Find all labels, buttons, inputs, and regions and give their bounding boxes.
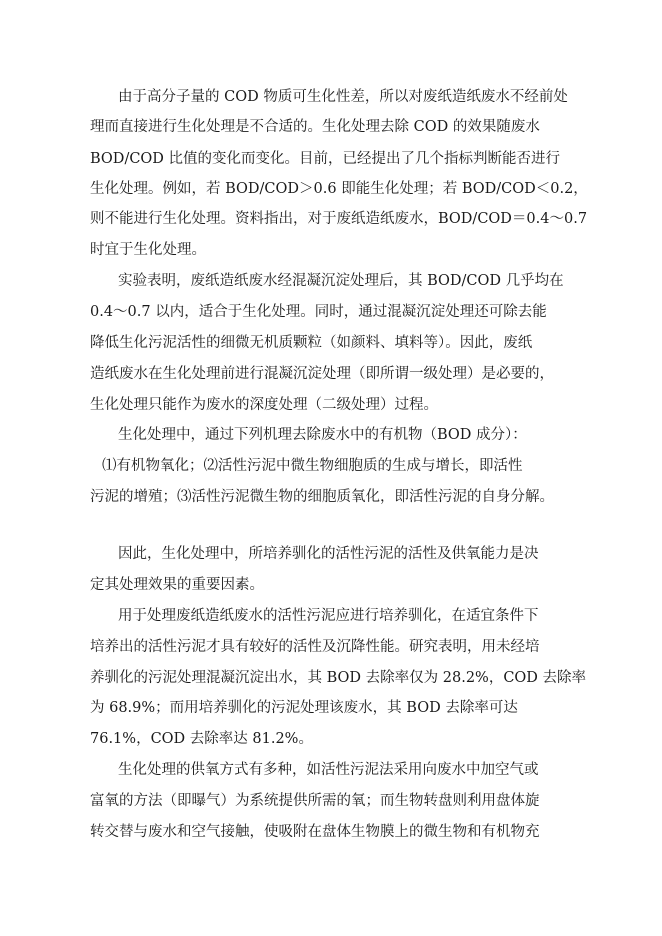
paragraph-5-line-5: 76.1%，COD 去除率达 81.2%。 bbox=[90, 731, 313, 747]
paragraph-5-line-2: 培养出的活性污泥才具有较好的活性及沉降性能。研究表明，用未经培 bbox=[90, 639, 540, 655]
paragraph-3-line-1: 生化处理中，通过下列机理去除废水中的有机物（BOD 成分）： bbox=[118, 427, 527, 443]
paragraph-2-line-1: 实验表明，废纸造纸废水经混凝沉淀处理后，其 BOD/COD 几乎均在 bbox=[118, 273, 564, 289]
paragraph-2-line-4: 造纸废水在生化处理前进行混凝沉淀处理（即所谓一级处理）是必要的， bbox=[90, 366, 554, 382]
paragraph-1-line-6: 时宜于生化处理。 bbox=[90, 242, 206, 258]
paragraph-4-line-1: 因此，生化处理中，所培养驯化的活性污泥的活性及供氧能力是决 bbox=[118, 546, 539, 562]
paragraph-6-line-2: 富氧的方法（即曝气）为系统提供所需的氧；而生物转盘则利用盘体旋 bbox=[90, 793, 540, 809]
paragraph-5-line-4: 为 68.9%；而用培养驯化的污泥处理该废水，其 BOD 去除率可达 bbox=[90, 700, 518, 716]
paragraph-2-line-3: 降低生化污泥活性的细微无机质颗粒（如颜料、填料等）。因此，废纸 bbox=[90, 335, 533, 351]
paragraph-1-line-3: BOD/COD 比值的变化而变化。目前，已经提出了几个指标判断能否进行 bbox=[90, 151, 561, 167]
paragraph-2-line-5: 生化处理只能作为废水的深度处理（二级处理）过程。 bbox=[90, 397, 438, 413]
paragraph-1-line-2: 理而直接进行生化处理是不合适的。生化处理去除 COD 的效果随废水 bbox=[90, 119, 540, 135]
paragraph-4-line-2: 定其处理效果的重要因素。 bbox=[90, 577, 264, 593]
paragraph-2-line-2: 0.4～0.7 以内，适合于生化处理。同时，通过混凝沉淀处理还可除去能 bbox=[90, 304, 547, 320]
paragraph-6-line-3: 转交替与废水和空气接触，使吸附在盘体生物膜上的微生物和有机物充 bbox=[90, 824, 540, 840]
paragraph-1-line-4: 生化处理。例如，若 BOD/COD＞0.6 即能生化处理；若 BOD/COD＜0.2， bbox=[90, 181, 588, 197]
paragraph-1-line-5: 则不能进行生化处理。资料指出，对于废纸造纸废水，BOD/COD＝0.4～0.7 bbox=[90, 211, 588, 227]
paragraph-5-line-1: 用于处理废纸造纸废水的活性污泥应进行培养驯化，在适宜条件下 bbox=[118, 608, 539, 624]
paragraph-3-line-3: 污泥的增殖；⑶活性污泥微生物的细胞质氧化，即活性污泥的自身分解。 bbox=[90, 489, 554, 505]
paragraph-1-line-1: 由于高分子量的 COD 物质可生化性差，所以对废纸造纸废水不经前处 bbox=[118, 89, 568, 105]
paragraph-6-line-1: 生化处理的供氧方式有多种，如活性污泥法采用向废水中加空气或 bbox=[118, 762, 539, 778]
paragraph-5-line-3: 养驯化的污泥处理混凝沉淀出水，其 BOD 去除率仅为 28.2%，COD 去除率 bbox=[90, 670, 587, 686]
paragraph-3-line-2: ⑴有机物氧化；⑵活性污泥中微生物细胞质的生成与增长，即活性 bbox=[102, 458, 523, 474]
